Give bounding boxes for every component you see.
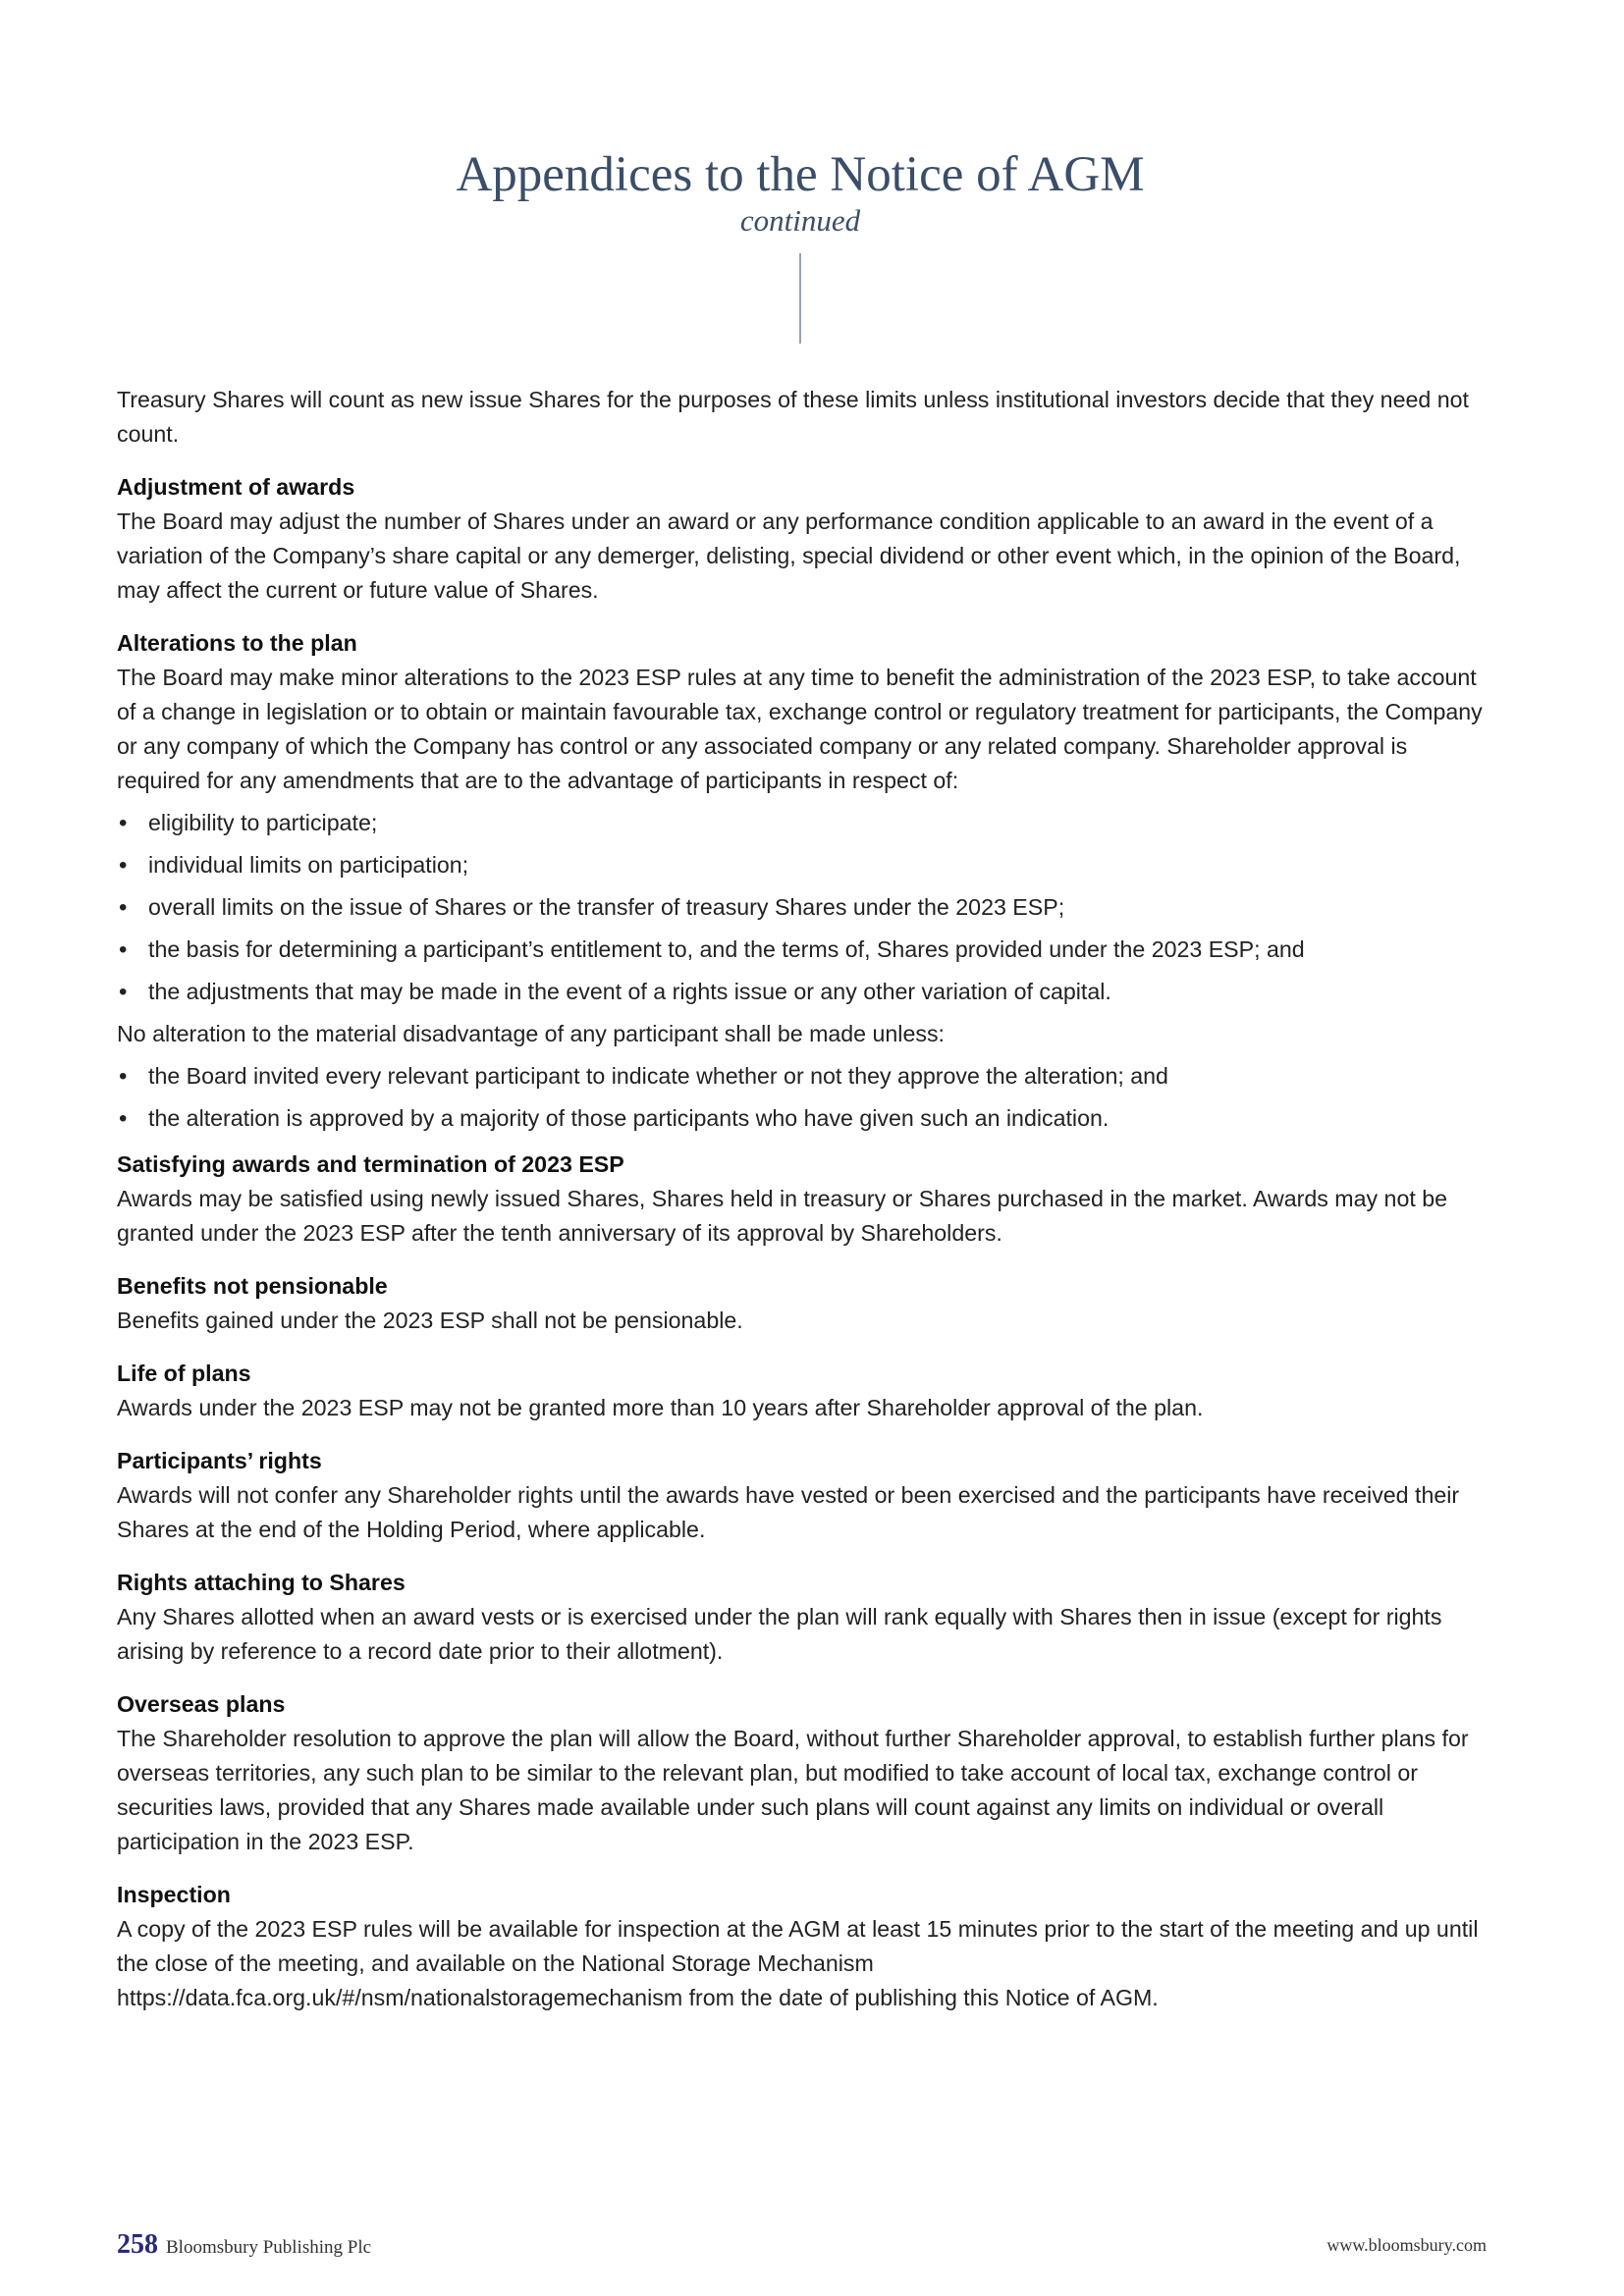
list-item: • the basis for determining a participant’s entitlement to, and the terms of, Shares provided under the 2023 ESP; and bbox=[117, 933, 1491, 967]
intro-paragraph: Treasury Shares will count as new issue Shares for the purposes of these limits unless institutional investors decide that they need not count. bbox=[117, 387, 1469, 447]
section-benefits bbox=[117, 1269, 1491, 1338]
list-item: • the adjustments that may be made in the event of a rights issue or any other variation of capital. bbox=[117, 975, 1491, 1009]
section-overseas bbox=[117, 1687, 1491, 1859]
section-body-continued: No alteration to the material disadvantage of any participant shall be made unless: bbox=[117, 1021, 945, 1046]
section-heading: Adjustment of awards bbox=[117, 474, 355, 500]
section-rights bbox=[117, 1566, 1491, 1669]
section-heading: Inspection bbox=[117, 1882, 231, 1907]
page-subtitle: continued bbox=[739, 203, 861, 238]
section-heading: Benefits not pensionable bbox=[117, 1273, 388, 1299]
section-participants bbox=[117, 1444, 1491, 1547]
section-body: Awards under the 2023 ESP may not be granted more than 10 years after Shareholder approval of the plan. bbox=[117, 1395, 1204, 1420]
list-item: • eligibility to participate; bbox=[117, 806, 1491, 840]
section-alterations bbox=[117, 626, 1491, 1136]
section-body: Awards will not confer any Shareholder rights until the awards have vested or been exercised and the participants have received their Shares at the end of the Holding Period, where applicable. bbox=[117, 1482, 1460, 1542]
list-item: • the Board invited every relevant participant to indicate whether or not they approve the alteration; and bbox=[117, 1059, 1491, 1094]
list-item: • the alteration is approved by a majority of those participants who have given such an indication. bbox=[117, 1101, 1491, 1136]
header-divider bbox=[799, 253, 801, 344]
section-body: Awards may be satisfied using newly issued Shares, Shares held in treasury or Shares purchased in the market. Awards may not be granted under the 2023 ESP after the tenth anniversary of its approval by Shareholders. bbox=[117, 1186, 1448, 1246]
section-heading: Overseas plans bbox=[117, 1691, 286, 1717]
section-body: The Shareholder resolution to approve the plan will allow the Board, without further Shareholder approval, to establish further plans for overseas territories, any such plan to be similar to the relevant plan, but modified to take account of local tax, exchange control or securities laws, provided that any Shares made available under such plans will count against any limits on individual or overall participation in the 2023 ESP. bbox=[117, 1726, 1469, 1854]
footer-website: www.bloomsbury.com bbox=[1326, 2235, 1487, 2255]
bullet-list bbox=[117, 1059, 1491, 1136]
section-heading: Participants’ rights bbox=[117, 1448, 322, 1473]
list-item: • individual limits on participation; bbox=[117, 848, 1491, 882]
section-heading: Life of plans bbox=[117, 1361, 251, 1386]
page-header bbox=[0, 145, 1600, 238]
company-name: Bloomsbury Publishing Plc bbox=[166, 2237, 372, 2258]
section-heading: Rights attaching to Shares bbox=[117, 1570, 406, 1595]
section-adjustment bbox=[117, 470, 1491, 608]
list-item: • overall limits on the issue of Shares or the transfer of treasury Shares under the 2023 ESP; bbox=[117, 890, 1491, 925]
section-body: The Board may adjust the number of Shares under an award or any performance condition applicable to an award in the event of a variation of the Company’s share capital or any demerger, delisting, special dividend or other event which, in the opinion of the Board, may affect the current or future value of Shares. bbox=[117, 508, 1461, 603]
section-inspection bbox=[117, 1878, 1491, 2015]
section-body: The Board may make minor alterations to the 2023 ESP rules at any time to benefit the administration of the 2023 ESP, to take account of a change in legislation or to obtain or maintain favourable tax, exchange control or regulatory treatment for participants, the Company or any company of which the Company has control or any associated company or any related company. Shareholder approval is required for any amendments that are to the advantage of participants in respect of: bbox=[117, 665, 1483, 793]
bullet-list bbox=[117, 806, 1491, 1009]
section-body: Benefits gained under the 2023 ESP shall not be pensionable. bbox=[117, 1308, 743, 1333]
section-body: A copy of the 2023 ESP rules will be available for inspection at the AGM at least 15 minutes prior to the start of the meeting and up until the close of the meeting, and available on the National Storage Mechanism bbox=[117, 1916, 1479, 1976]
document-body bbox=[117, 383, 1491, 2034]
section-body: Any Shares allotted when an award vests or is exercised under the plan will rank equally with Shares then in issue (except for rights arising by reference to a record date prior to their allotment). bbox=[117, 1604, 1442, 1664]
section-body-url-line: https://data.fca.org.uk/#/nsm/nationalstoragemechanism from the date of publishing this Notice of AGM. bbox=[117, 1985, 1159, 2010]
page-footer-left bbox=[117, 2230, 371, 2263]
section-life bbox=[117, 1357, 1491, 1425]
page-number: 258 bbox=[117, 2229, 158, 2260]
section-heading: Satisfying awards and termination of 2023 ESP bbox=[117, 1151, 624, 1177]
section-heading: Alterations to the plan bbox=[117, 630, 357, 656]
page-title: Appendices to the Notice of AGM bbox=[456, 147, 1145, 202]
section-satisfying bbox=[117, 1148, 1491, 1251]
